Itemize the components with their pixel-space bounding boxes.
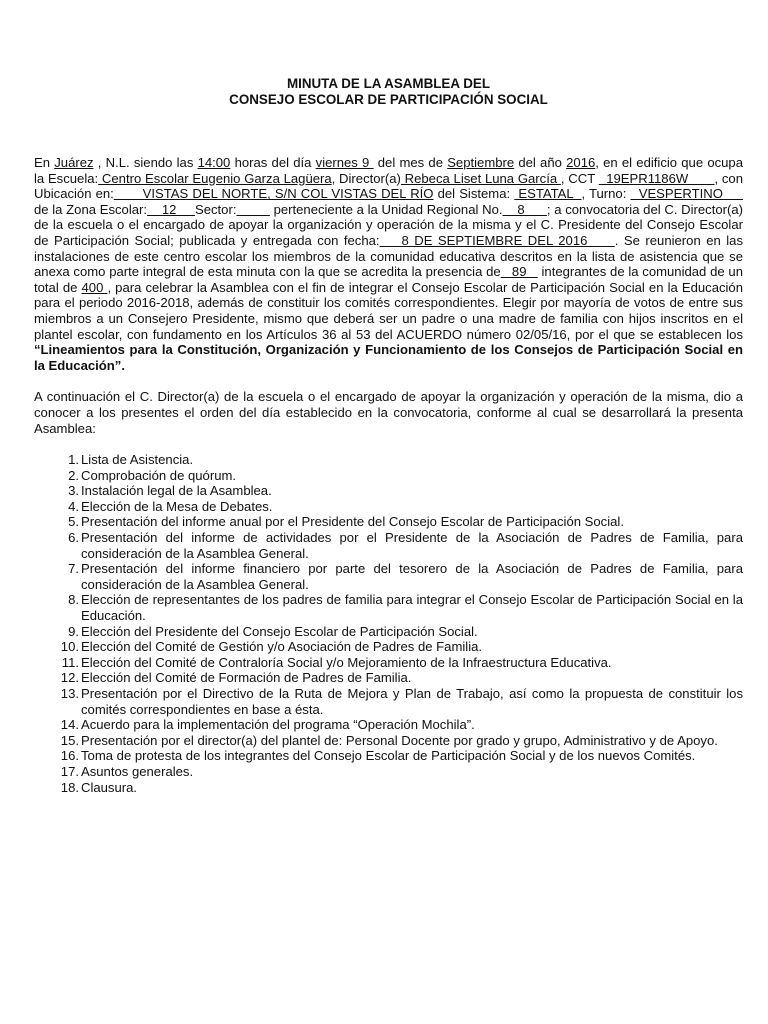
agenda-item [34, 764, 743, 780]
agenda-item-text: Elección del Comité de Gestión y/o Asociación de Padres de Familia. [81, 639, 483, 655]
field-dia: viernes 9 [315, 155, 374, 170]
agenda-item [34, 780, 743, 796]
agenda-item-text: Presentación por el director(a) del plantel de: Personal Docente por grado y grupo, Administrativo y de Apoyo. [81, 732, 718, 748]
document-title [34, 76, 743, 108]
agenda-item [34, 499, 743, 515]
agenda-list [34, 452, 743, 795]
agenda-item-number: 1. [68, 452, 79, 468]
agenda-item-text: Presentación del informe de actividades por el Presidente de la Asociación de Padres de Familia, para consideración de la Asamblea General. [81, 530, 743, 561]
agenda-item-number: 8. [68, 592, 79, 608]
agenda-item [34, 592, 743, 623]
agenda-item-number: 18. [60, 779, 79, 795]
intro-text: horas del día [230, 155, 316, 170]
agenda-item-text: Acuerdo para la implementación del programa “Operación Mochila”. [81, 717, 475, 733]
agenda-item-number: 13. [60, 686, 79, 701]
intro-text: , N.L. siendo las [93, 155, 198, 170]
agenda-item-text: Asuntos generales. [81, 763, 194, 779]
field-hora: 14:00 [197, 155, 231, 170]
paragraph-spacer [34, 436, 743, 452]
agenda-item-number: 15. [60, 732, 79, 748]
agenda-item-text: Presentación del informe anual por el Presidente del Consejo Escolar de Participación Social. [81, 514, 624, 530]
agenda-item-text: Elección del Comité de Contraloría Social y/o Mejoramiento de la Infraestructura Educativa. [81, 654, 612, 670]
agenda-item [34, 530, 743, 561]
field-total: 400 [81, 279, 108, 295]
intro-text: , CCT [560, 170, 599, 186]
agenda-item-number: 14. [60, 717, 79, 733]
continuation-paragraph: A continuación el C. Director(a) de la escuela o el encargado de apoyar la organización y operación de la misma, dio a conocer a los presentes el orden del día establecido en la convocatoria, conforme al cual se desarrollará la presenta Asamblea: [34, 389, 743, 436]
intro-paragraph [34, 155, 743, 373]
agenda-item-number: 10. [60, 639, 79, 655]
agenda-item-text: Presentación por el Directivo de la Ruta de Mejora y Plan de Trabajo, así como la propuesta de constituir los comités correspondientes en base a ésta. [81, 686, 743, 717]
agenda-item [34, 624, 743, 640]
field-municipio: Juárez [54, 155, 94, 170]
intro-text: Sector: [194, 201, 237, 217]
intro-text: perteneciente a la Unidad Regional No. [269, 201, 503, 217]
agenda-item-number: 12. [60, 670, 79, 686]
intro-text: integrantes de la comunidad de un total de [34, 264, 743, 295]
intro-text: , Director(a) [331, 170, 401, 186]
intro-text: , para celebrar la Asamblea con el fin de integrar el Consejo Escolar de Participación Social en la Educación para el periodo 2016-2018, además de constituir los comités correspondientes. Elegir por mayoría de votos de entre sus miembros a un Consejero Presidente, mismo que deberá ser un padre o una madre de familia con hijos inscritos en el plantel escolar, con fundamento en los Artículos 36 al 53 del ACUERDO número 02/05/16, por el que se establecen los [34, 279, 743, 342]
agenda-item [34, 514, 743, 530]
agenda-item-text: Elección de representantes de los padres de familia para integrar el Consejo Escolar de Participación Social en la Educación. [81, 592, 743, 624]
field-sector [236, 202, 269, 217]
agenda-item-number: 5. [68, 514, 79, 530]
agenda-item-number: 16. [60, 748, 79, 764]
intro-text: del mes de [373, 155, 448, 170]
intro-text: , Turno: [581, 186, 631, 202]
agenda-item-text: Elección del Comité de Formación de Padres de Familia. [81, 670, 412, 686]
agenda-item [34, 468, 743, 484]
agenda-item-text: Lista de Asistencia. [81, 452, 194, 468]
agenda-item-number: 4. [68, 498, 79, 514]
agenda-item [34, 717, 743, 733]
agenda-item [34, 686, 743, 717]
field-director: Rebeca Liset Luna García [400, 170, 561, 186]
agenda-item [34, 452, 743, 468]
agenda-item-text: Instalación legal de la Asamblea. [81, 483, 272, 499]
intro-text: , en el edificio que ocupa la Escuela: [34, 155, 743, 186]
agenda-item-text: Presentación del informe financiero por parte del tesorero de la Asociación de Padres de Familia, para consideración de la Asamblea General. [81, 561, 743, 592]
field-presencia: 89 [500, 264, 538, 280]
field-fecha: 8 DE SEPTIEMBRE DEL 2016 [379, 232, 615, 248]
title-line-1: MINUTA DE LA ASAMBLEA DEL [286, 76, 491, 91]
field-cct: 19EPR1186W [598, 170, 715, 186]
agenda-item-text: Elección del Presidente del Consejo Escolar de Participación Social. [81, 623, 478, 639]
field-sistema: ESTATAL [514, 186, 582, 202]
paragraph-spacer [34, 373, 743, 389]
document-page [34, 76, 743, 795]
agenda-item-text: Toma de protesta de los integrantes del Consejo Escolar de Participación Social y de los nuevos Comités. [81, 748, 696, 764]
agenda-item-number: 9. [68, 623, 79, 639]
agenda-item [34, 483, 743, 499]
field-mes: Septiembre [447, 155, 515, 170]
agenda-item [34, 670, 743, 686]
agenda-item-text: Comprobación de quórum. [81, 467, 237, 483]
title-spacer [34, 108, 743, 155]
agenda-item-number: 7. [68, 561, 79, 577]
lineamientos-title: “Lineamientos para la Constitución, Organización y Funcionamiento de los Consejos de Participación Social en la Educación”. [34, 342, 743, 373]
agenda-item-number: 2. [68, 467, 79, 483]
intro-text: . Se reunieron en las instalaciones de este centro escolar los miembros de la comunidad educativa descritos en la lista de asistencia que se anexa como parte integral de esta minuta con la que se acredita la presencia de [34, 232, 743, 280]
title-line-2: CONSEJO ESCOLAR DE PARTICIPACIÓN SOCIAL [229, 92, 548, 107]
intro-text: del Sistema: [433, 186, 515, 202]
field-unidad: 8 [502, 201, 547, 217]
agenda-item-number: 11. [61, 654, 79, 670]
agenda-item [34, 655, 743, 671]
intro-text: , con Ubicación en: [34, 170, 744, 202]
intro-text: En [34, 155, 55, 170]
agenda-item-number: 6. [68, 530, 79, 546]
agenda-item-text: Clausura. [81, 779, 138, 795]
agenda-item [34, 748, 743, 764]
agenda-item [34, 733, 743, 749]
intro-text: del año [514, 155, 567, 170]
field-anio: 2016 [566, 155, 596, 170]
agenda-item-number: 3. [68, 483, 79, 499]
field-ubicacion: VISTAS DEL NORTE, S/N COL VISTAS DEL RÍO [113, 186, 434, 202]
agenda-item-text: Elección de la Mesa de Debates. [81, 498, 273, 514]
field-turno: VESPERTINO [630, 186, 744, 202]
intro-text: de la Zona Escolar: [34, 201, 148, 217]
field-escuela: Centro Escolar Eugenio Garza Lagüera [98, 170, 332, 186]
agenda-item-number: 17. [60, 763, 79, 779]
agenda-item [34, 639, 743, 655]
field-zona: 12 [147, 201, 195, 217]
agenda-item [34, 561, 743, 592]
intro-text: ; a convocatoria del C. Director(a) de la escuela o el encargado de apoyar la organización y operación de la misma y el C. Presidente del Consejo Escolar de Participación Social; publicada y entregada con fecha: [34, 201, 744, 248]
